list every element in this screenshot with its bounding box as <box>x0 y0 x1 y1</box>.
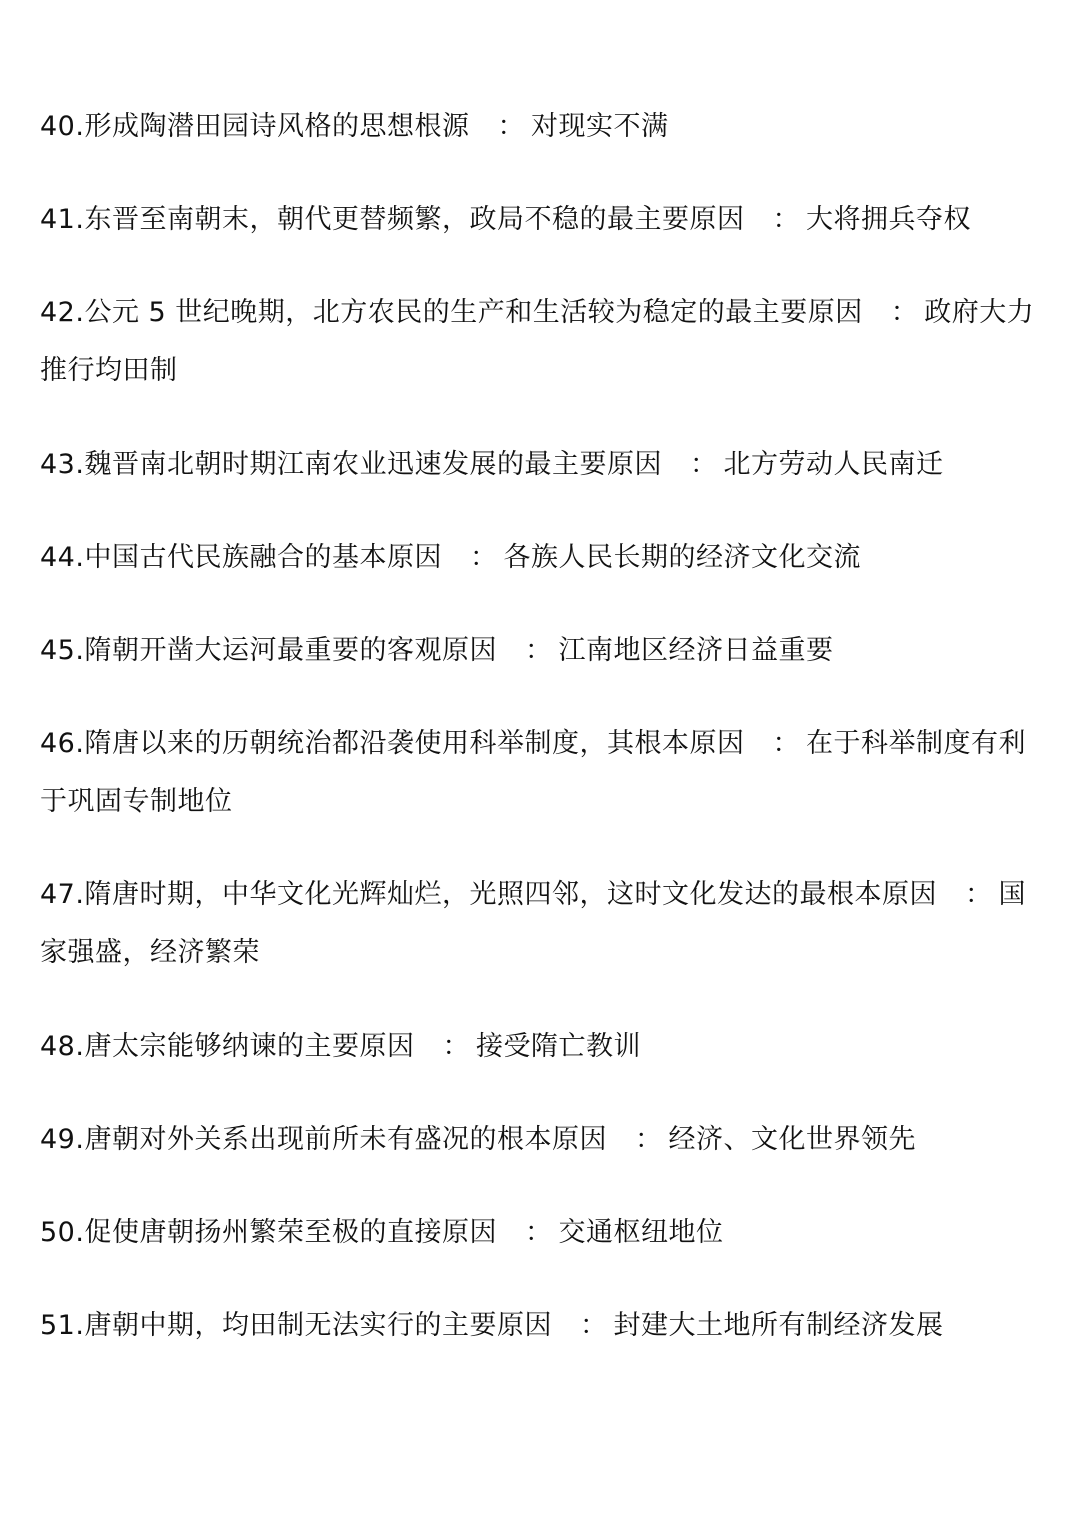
item-answer: 江南地区经济日益重要 <box>558 635 834 666</box>
item-separator: ： <box>469 542 498 573</box>
list-item <box>40 866 1044 982</box>
item-question: 中国古代民族融合的基本原因 <box>84 542 442 573</box>
list-item <box>40 622 1044 680</box>
item-question: 魏晋南北朝时期江南农业迅速发展的最主要原因 <box>84 449 662 480</box>
item-question: 唐朝对外关系出现前所未有盛况的根本原因 <box>84 1124 607 1155</box>
list-item <box>40 436 1044 494</box>
item-number: 51. <box>40 1310 85 1341</box>
item-answer: 经济、文化世界领先 <box>668 1124 916 1155</box>
item-number: 50. <box>40 1217 85 1248</box>
list-item <box>40 1111 1044 1169</box>
item-answer: 国家强盛，经济繁荣 <box>40 879 1026 968</box>
item-question: 隋唐以来的历朝统治都沿袭使用科举制度，其根本原因 <box>84 728 745 759</box>
item-question: 唐太宗能够纳谏的主要原因 <box>84 1031 415 1062</box>
item-separator: ： <box>964 879 993 910</box>
item-answer: 大将拥兵夺权 <box>805 204 971 235</box>
item-question: 公元 5 世纪晚期，北方农民的生产和生活较为稳定的最主要原因 <box>84 297 863 328</box>
list-item <box>40 284 1044 400</box>
list-item <box>40 529 1044 587</box>
item-separator: ： <box>579 1310 608 1341</box>
item-separator: ： <box>524 635 553 666</box>
item-separator: ： <box>634 1124 663 1155</box>
item-question: 形成陶潜田园诗风格的思想根源 <box>84 111 470 142</box>
item-answer: 交通枢纽地位 <box>558 1217 724 1248</box>
item-question: 促使唐朝扬州繁荣至极的直接原因 <box>84 1217 497 1248</box>
item-separator: ： <box>524 1217 553 1248</box>
item-number: 42. <box>40 297 85 328</box>
item-question: 隋朝开凿大运河最重要的客观原因 <box>84 635 497 666</box>
item-answer: 政府大力推行均田制 <box>40 297 1035 386</box>
item-question: 隋唐时期，中华文化光辉灿烂，光照四邻，这时文化发达的最根本原因 <box>84 879 937 910</box>
item-number: 40. <box>40 111 85 142</box>
item-answer: 北方劳动人民南迁 <box>723 449 944 480</box>
item-number: 47. <box>40 879 85 910</box>
item-separator: ： <box>442 1031 470 1062</box>
item-answer: 接受隋亡教训 <box>475 1031 641 1062</box>
item-answer: 各族人民长期的经济文化交流 <box>503 542 861 573</box>
item-separator: ： <box>890 297 919 328</box>
item-number: 46. <box>40 728 85 759</box>
item-separator: ： <box>497 111 525 142</box>
list-item <box>40 98 1044 156</box>
item-number: 45. <box>40 635 85 666</box>
item-separator: ： <box>772 204 800 235</box>
item-number: 43. <box>40 449 85 480</box>
item-question: 唐朝中期，均田制无法实行的主要原因 <box>84 1310 552 1341</box>
item-separator: ： <box>772 728 800 759</box>
item-number: 48. <box>40 1031 85 1062</box>
item-question: 东晋至南朝末，朝代更替频繁，政局不稳的最主要原因 <box>84 204 745 235</box>
item-number: 49. <box>40 1124 85 1155</box>
list-item <box>40 1204 1044 1262</box>
item-answer: 封建大土地所有制经济发展 <box>613 1310 944 1341</box>
list-item <box>40 1018 1044 1076</box>
item-number: 41. <box>40 204 85 235</box>
list-item <box>40 1297 1044 1355</box>
item-answer: 在于科举制度有利于巩固专制地位 <box>40 728 1026 817</box>
list-item <box>40 191 1044 249</box>
item-separator: ： <box>689 449 718 480</box>
item-number: 44. <box>40 542 85 573</box>
item-answer: 对现实不满 <box>530 111 669 142</box>
list-item <box>40 715 1044 831</box>
